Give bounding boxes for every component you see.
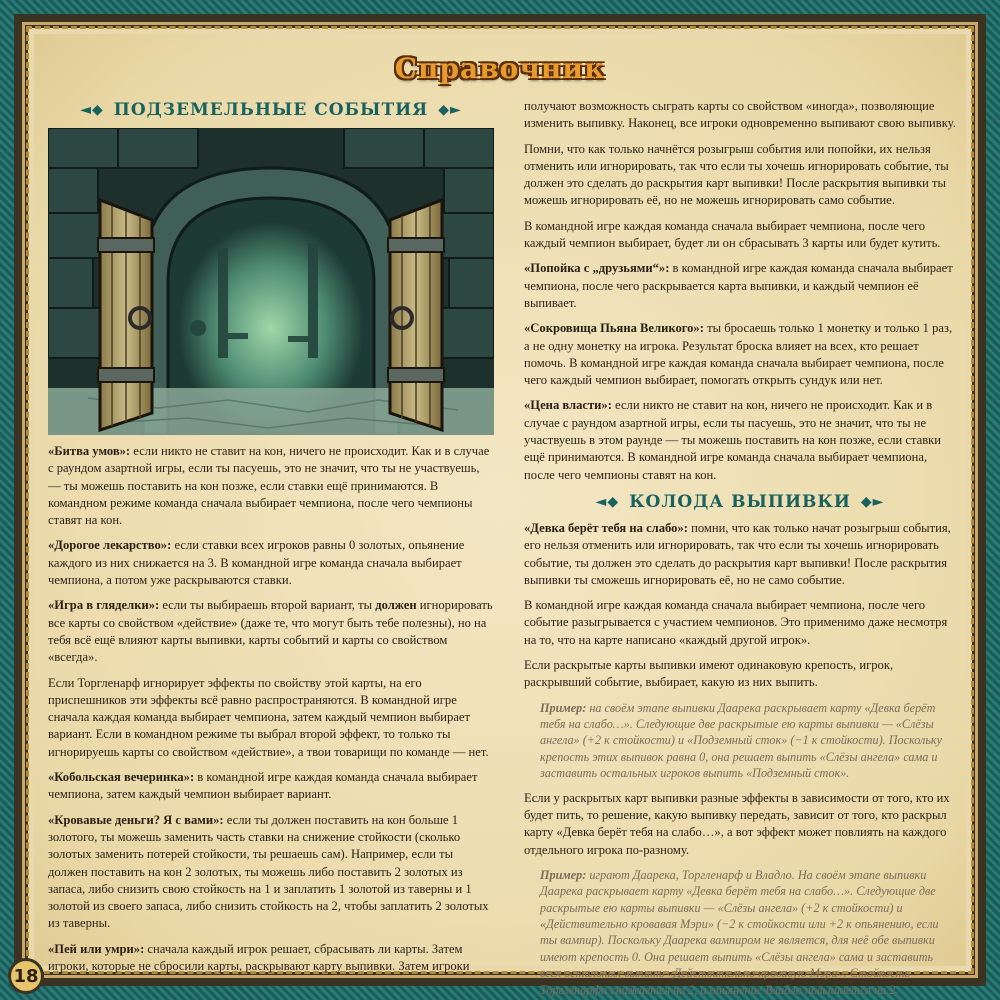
text: ты бросаешь только 1 монетку и только 1 раз, а не одну монетку на игрока. Результат броска влияет на всех, кто решает помочь. В командной игре каждая команда сначала выбирает чемпиона, после чего каждый чемпион выбирает, помогать открыть сундук или нет.: [524, 321, 953, 388]
example-2: [540, 867, 956, 998]
text: получают возможность сыграть карты со свойством «иногда», позволяющие изменить выпивку. Наконец, все игроки одновременно выпивают свою выпивку.: [524, 99, 956, 131]
term: «Кобольская вечеринка»:: [48, 770, 195, 785]
term: «Игра в гляделки»:: [48, 598, 160, 613]
text: если никто не ставит на кон, ничего не происходит. Как и в случае с раундом азартной игры, если ты пасуешь, это не значит, что ты не участвуешь, — ты можешь поставить на кон позже, если ставки ещё принимаются. В командном режиме команда сначала выбирает чемпиона, после чего чемпионы ставят на кон.: [48, 444, 490, 528]
section-title-drink-deck: [524, 492, 956, 512]
paragraph-different-effects: [524, 790, 956, 859]
paragraph-remember: [524, 141, 956, 210]
text: сначала каждый игрок решает, сбрасывать ли карты. Затем игроки, которые не сбросили карты, раскрывают карту выпивки. Затем игроки: [48, 941, 470, 974]
text: если никто не ставит на кон, ничего не происходит. Как и в случае с раундом азартной игры, если ты пасуешь, это не значит, что ты не участвуешь в этом раунде — ты можешь поставить на кон позже, если ставки ещё принимаются. В командной игре команда сначала выбирает чемпиона, после чего чемпионы ставят на кон.: [524, 398, 942, 482]
term: «Цена власти»:: [524, 398, 612, 413]
page: [34, 34, 966, 997]
term: «Дорогое лекарство»:: [48, 538, 172, 553]
dungeon-door-illustration: [48, 128, 494, 435]
paragraph-continued: [524, 98, 956, 133]
paragraph-price-of-power: [524, 397, 956, 483]
text: если ты должен поставить на кон больше 1 золотого, ты можешь заменить часть ставки на снижение стойкости (сколько золотых заменить потерей стойкости, ты решаешь сам). Например, если ты должен поставить на кон 2 золотых, ты можешь либо поставить 2 золотых из запаса, либо снизить свою стойкость на 1 и заплатить 1 золотой из таверны и 1 золотой из своего запаса, либо снизить стойкость на 2, чтобы заплатить 2 золотых из таверны.: [48, 812, 489, 931]
ornament-right-icon: ◆►: [860, 493, 885, 510]
example-1: [540, 700, 956, 782]
right-column: [524, 98, 956, 1000]
paragraph-drink-or-die: [48, 941, 494, 976]
text: в командной игре каждая команда сначала выбирает чемпиона, затем каждый чемпион выбирает вариант.: [48, 770, 478, 802]
section-title-text: ПОДЗЕМЕЛЬНЫЕ СОБЫТИЯ: [113, 100, 429, 120]
ornament-left-icon: ◄◆: [80, 102, 104, 118]
left-column: [48, 100, 494, 983]
page-title: Справочник: [394, 52, 606, 85]
paragraph-staring-contest: [48, 597, 494, 666]
example-label: Пример:: [540, 700, 587, 715]
example-label: Пример:: [540, 867, 587, 882]
text: игнорировать все карты со свойством «действие» (даже те, что могут быть тебе полезны), но на тебя всё ещё влияют карты выпивки, карты событий и карты со свойством «всегда».: [48, 598, 493, 665]
text: Если у раскрытых карт выпивки разные эффекты в зависимости от того, кто их будет пить, то решение, какую выпивку передать, зависит от того, кто раскрыл карту «Девка берёт тебя на слабо…», а вот эффект может повлиять на каждого отдельного игрока по-разному.: [524, 790, 950, 857]
text: Если Торгленарф игнорирует эффекты по свойству этой карты, на его приспешников эти эффекты всё равно распространяются. В командной игре сначала каждая команда выбирает чемпиона, затем каждый чемпион выбирает вариант. Если в командном режиме ты выбрал второй эффект, то только ты игнорируешь карты со свойством «действие», а твои товарищи по команде — нет.: [48, 675, 489, 759]
paragraph-team-game: [524, 218, 956, 253]
text: Помни, что как только начнётся розыгрыш события или попойки, их нельзя отменить или игнорировать, так что если ты хочешь игнорировать событие, ты должен это сделать до раскрытия карт выпивки! После раскрытия выпивки ты можешь игнорировать её, но не можешь игнорировать само событие.: [524, 141, 949, 208]
paragraph-blood-money: [48, 812, 494, 933]
emphasis: должен: [375, 598, 417, 613]
page-number: 18: [8, 958, 44, 994]
paragraph-torglenarf: [48, 675, 494, 761]
ornament-left-icon: ◄◆: [595, 493, 620, 510]
text: В командной игре каждая команда сначала выбирает чемпиона, после чего событие разыгрывается с участием чемпионов. Это применимо даже несмотря на то, что на карте написано «каждый другой игрок».: [524, 598, 948, 647]
dungeon-door-image: [48, 128, 494, 435]
text: на своём этапе выпивки Даарека раскрывает карту «Девка берёт тебя на слабо…». Следующие две раскрытые ею карты выпивки — «Слёзы ангела» (+2 к стойкости) и «Подземный сток» (−1 к стойкости). Поскольку крепость этих выпивок равна 0, она решает выпить «Слёзы ангела» сама и заставить остальных игроков выпить «Подземный сток».: [540, 700, 943, 781]
text: Если раскрытые карты выпивки имеют одинаковую крепость, игрок, раскрывший событие, выбирает, какую из них выпить.: [524, 658, 894, 690]
paragraph-battle-of-wits: [48, 443, 494, 529]
text: помни, что как только начат розыгрыш события, его нельзя отменить или игнорировать, так что если ты хочешь игнорировать событие, ты должен это сделать до раскрытия карт выпивки! После раскрытия выпивки ты сможешь игнорировать её, но не само событие.: [524, 520, 951, 587]
paragraph-party-with-friends: [524, 260, 956, 312]
text: если ставки всех игроков равны 0 золотых, опьянение каждого из них снижается на 3. В командной игре команда сначала выбирает чемпиона, а потом уже раскрываются ставки.: [48, 538, 465, 588]
term: «Попойка с „друзьями“»:: [524, 261, 670, 276]
paragraph-kobold-party: [48, 769, 494, 804]
paragraph-treasure: [524, 320, 956, 389]
term: «Пей или умри»:: [48, 941, 145, 956]
text: играют Даарека, Торгленарф и Владло. На своём этапе выпивки Даарека раскрывает карту «Девка берёт тебя на слабо…». Следующие две раскрытые ею карты выпивки — «Слёзы ангела» (+2 к стойкости) и «Действительно кровавая Мэри» (−2 к стойкости или +2 к опьянению, если ты вампир). Поскольку Даарека вампиром не является, для неё обе выпивки имеют крепость 0. Она решает выпить «Слёзы ангела» сама и заставить всех остальных выпить «Действительно кровавую Мэри». Стойкость Торгленарфа снижается на 2, а опьянение Владло повышается на 2.: [540, 867, 939, 997]
left-text: [48, 443, 494, 975]
section-title-text: КОЛОДА ВЫПИВКИ: [629, 491, 851, 512]
term: «Сокровища Пьяна Великого»:: [524, 321, 704, 336]
term: «Битва умов»:: [48, 444, 131, 458]
term: «Девка берёт тебя на слабо»:: [524, 520, 688, 535]
paragraph-team-event: [524, 597, 956, 649]
ornament-right-icon: ◆►: [438, 102, 462, 118]
text: в командной игре каждая команда сначала выбирает чемпиона, после чего раскрывается карта выпивки, и каждый чемпион её выпивает.: [524, 261, 953, 310]
paragraph-same-strength: [524, 657, 956, 692]
text: В командной игре каждая команда сначала выбирает чемпиона, после чего каждый чемпион выбирает, будет ли он сбрасывать 3 карты или будет кутить.: [524, 218, 941, 251]
text: если ты выбираешь второй вариант, ты: [159, 598, 376, 613]
paragraph-wench-dares: [524, 520, 956, 589]
term: «Кровавые деньги? Я с вами»:: [48, 812, 224, 827]
paragraph-expensive-medicine: [48, 537, 494, 589]
section-title-dungeon-events: [48, 100, 494, 120]
